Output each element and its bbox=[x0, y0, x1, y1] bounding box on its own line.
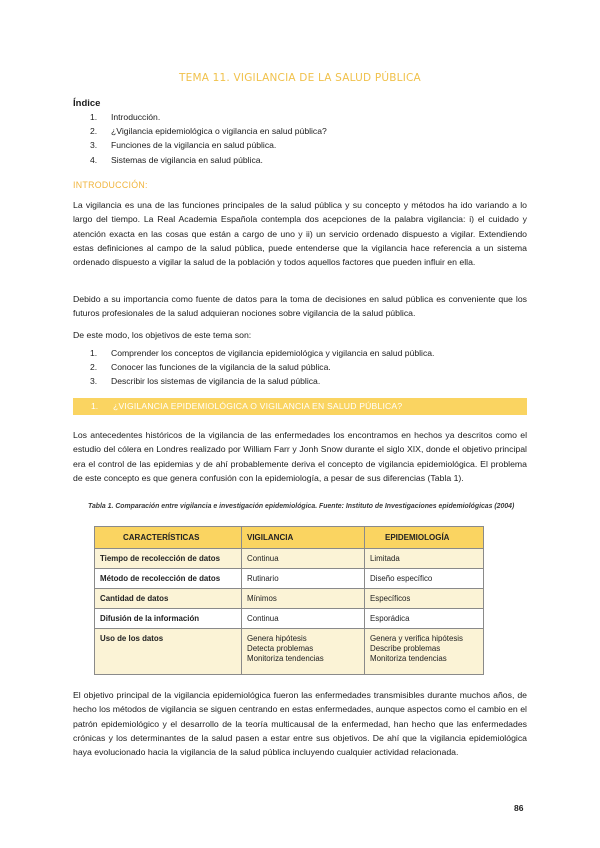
row-label: Difusión de la información bbox=[95, 609, 242, 629]
indice-heading: Índice bbox=[73, 98, 101, 109]
section-title: ¿VIGILANCIA EPIDEMIOLÓGICA O VIGILANCIA EN SALUD PÚBLICA? bbox=[113, 401, 403, 411]
objective-item: 2. Conocer las funciones de la vigilancia de la salud pública. bbox=[90, 362, 331, 373]
row-label: Tiempo de recolección de datos bbox=[95, 549, 242, 569]
objective-item: 1. Comprender los conceptos de vigilancia epidemiológica y vigilancia en salud pública. bbox=[90, 348, 435, 358]
table-row bbox=[95, 609, 484, 629]
row-label: Uso de los datos bbox=[95, 629, 242, 675]
section-number: 1. bbox=[91, 401, 99, 411]
row-label: Método de recolección de datos bbox=[95, 569, 242, 589]
table-caption: Tabla 1. Comparación entre vigilancia e investigación epidemiológica. Fuente: Instituto de Investigaciones epidemiológicas (2004) bbox=[88, 503, 515, 510]
section-1-heading bbox=[73, 398, 527, 415]
intro-paragraph-2: Debido a su importancia como fuente de datos para la toma de decisiones en salud pública es conveniente que los futuros profesionales de la salud adquieran nociones sobre vigilancia de la salud pública. bbox=[73, 294, 527, 319]
intro-paragraph-1: La vigilancia es una de las funciones principales de la salud pública y su concepto y métodos ha ido variando a lo largo del tiempo. La Real Academia Española contempla dos acepciones de la palabra vigilancia: i) el cuidado y atención exacta en las cosas que están a cargo de uno y ii) un servicio ordenado dispuesto a vigilar. Extendiendo estas definiciones al campo de la salud pública, puede entenderse que la vigilancia hace referencia a un sistema ordenado dispuesto a vigilar la salud de la población y todos aquellos factores que pueden influir en ella. bbox=[73, 200, 527, 268]
table-row bbox=[95, 629, 484, 675]
intro-heading: INTRODUCCIÓN: bbox=[73, 180, 148, 190]
indice-item[interactable]: 1. Introducción. bbox=[90, 112, 161, 122]
indice-item[interactable]: 2. ¿Vigilancia epidemiológica o vigilancia en salud pública? bbox=[90, 126, 327, 137]
cell-vigilancia: Rutinario bbox=[242, 569, 365, 589]
objective-item: 3. Describir los sistemas de vigilancia de la salud pública. bbox=[90, 376, 321, 387]
table-row bbox=[95, 589, 484, 609]
cell-epidemiologia: Diseño específico bbox=[365, 569, 484, 589]
table-header-row bbox=[95, 527, 484, 549]
objectives-list bbox=[90, 346, 434, 389]
row-label: Cantidad de datos bbox=[95, 589, 242, 609]
cell-epidemiologia: Genera y verifica hipótesis Describe problemas Monitoriza tendencias bbox=[365, 629, 484, 675]
cell-vigilancia: Genera hipótesis Detecta problemas Monitoriza tendencias bbox=[242, 629, 365, 675]
table-header-caracteristicas: CARACTERÍSTICAS bbox=[95, 527, 242, 549]
cell-epidemiologia: Esporádica bbox=[365, 609, 484, 629]
cell-vigilancia: Mínimos bbox=[242, 589, 365, 609]
table-header-epidemiologia: EPIDEMIOLOGÍA bbox=[365, 527, 484, 549]
section-1-paragraph-2: El objetivo principal de la vigilancia epidemiológica fueron las enfermedades transmisibles durante muchos años, de hecho los métodos de vigilancia se siguen centrando en estas enfermedades, aunque aspectos como el cambio en el patrón epidemiológico y el desarrollo de la teoría multicausal de la enfermedad, han hecho que las enfermedades crónicas y los determinantes de la salud pasen a estar entre sus objetivos. De ahí que la vigilancia epidemiológica haya evolucionado hacia la vigilancia de la salud pública incluyendo cualquier actividad relacionada. bbox=[73, 690, 527, 758]
comparison-table bbox=[94, 526, 484, 675]
table-row bbox=[95, 549, 484, 569]
table-row bbox=[95, 569, 484, 589]
page-number: 86 bbox=[514, 803, 524, 813]
indice-list bbox=[90, 110, 327, 167]
table-header-vigilancia: VIGILANCIA bbox=[242, 527, 365, 549]
tema-title: TEMA 11. VIGILANCIA DE LA SALUD PÚBLICA bbox=[179, 72, 421, 84]
indice-item[interactable]: 4. Sistemas de vigilancia en salud pública. bbox=[90, 154, 263, 165]
cell-epidemiologia: Específicos bbox=[365, 589, 484, 609]
cell-vigilancia: Continua bbox=[242, 549, 365, 569]
cell-epidemiologia: Limitada bbox=[365, 549, 484, 569]
section-1-paragraph-1: Los antecedentes históricos de la vigilancia de las enfermedades los encontramos en hechos ya descritos como el estudio del cólera en Londres realizado por William Farr y Jonh Snow durante el siglo XIX, donde el objetivo principal era el control de las epidemias y de ahí probablemente deriva el concepto de vigilancia epidemiológica. El problema de este concepto es que genera confusión con la epidemiología, a pesar de sus diferencias (Tabla 1). bbox=[73, 430, 527, 483]
indice-item[interactable]: 3. Funciones de la vigilancia en salud pública. bbox=[90, 140, 277, 151]
intro-paragraph-3: De este modo, los objetivos de este tema son: bbox=[73, 330, 252, 340]
cell-vigilancia: Continua bbox=[242, 609, 365, 629]
